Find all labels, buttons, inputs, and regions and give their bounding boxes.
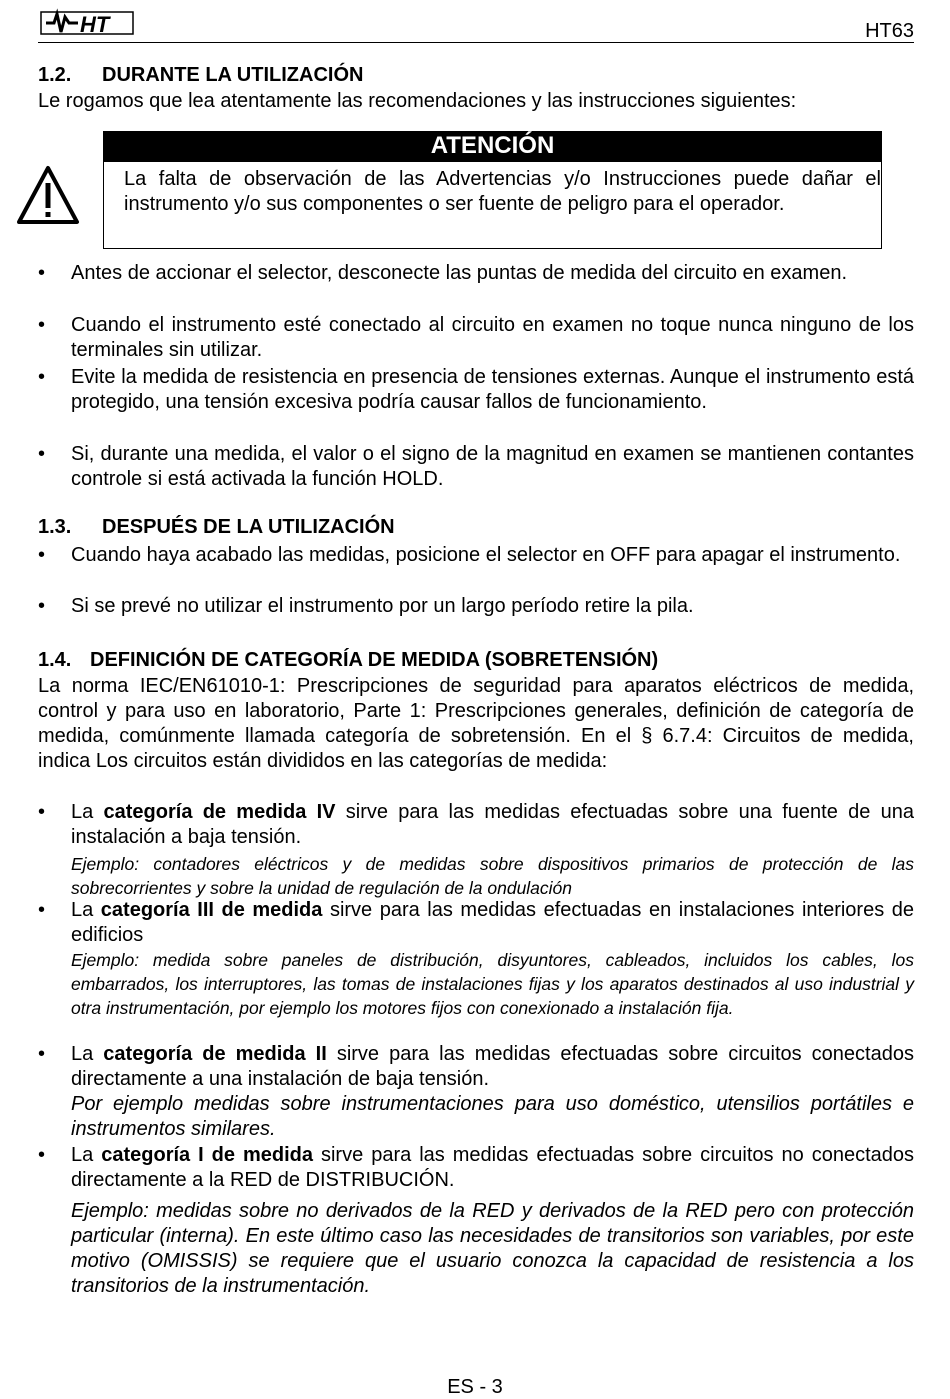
page-number: ES - 3 (447, 1376, 503, 1398)
section-intro: Le rogamos que lea atentamente las recomendaciones y las instrucciones siguientes: (38, 90, 797, 112)
warning-triangle-icon (16, 165, 80, 225)
category-item: • La categoría de medida IV sirve para las medidas efectuadas sobre una fuente de una instalación a baja tensión. Ejemplo: contadores eléctricos y de medidas sobre dispositivos primarios de protección de las sobrecorrientes y sobre la unidad de regulación de la ondulación (38, 801, 914, 898)
category-item: • La categoría I de medida sirve para las medidas efectuadas sobre circuitos no conectados directamente a la RED de DISTRIBUCIÓN. Ejemplo: medidas sobre no derivados de la RED y derivados de la RED pero con protección particular (interna). En este último caso las necesidades de transitorios son variables, por este motivo (OMISSIS) se requiere que el usuario conozca la capacidad de resistencia a los transitorios de la instrumentación. (38, 1144, 915, 1297)
list-item: • Evite la medida de resistencia en presencia de tensiones externas. Aunque el instrumento está protegido, una tensión excesiva podría causar fallos de funcionamiento. (38, 366, 914, 413)
section-heading-1-3 (38, 516, 395, 539)
category-example: Ejemplo: medida sobre paneles de distribución, disyuntores, cableados, incluidos los cables, los embarrados, los interruptores, las tomas de instalaciones fijas y los aparatos destinados al uso industrial y otra instrumentación, por ejemplo los motores fijos con conexionado a instalación fija. (71, 950, 914, 1018)
section-title: DESPUÉS DE LA UTILIZACIÓN (102, 516, 395, 538)
list-item: • Si, durante una medida, el valor o el signo de la magnitud en examen se mantienen contantes controle si está activada la función HOLD. (38, 443, 914, 490)
model-name: HT63 (865, 20, 914, 42)
section-title: DEFINICIÓN DE CATEGORÍA DE MEDIDA (SOBRETENSIÓN) (90, 649, 659, 671)
list-item: • Cuando haya acabado las medidas, posicione el selector en OFF para apagar el instrumento. (38, 544, 901, 566)
category-item: • La categoría III de medida sirve para las medidas efectuadas en instalaciones interiores de edificios Ejemplo: medida sobre paneles de distribución, disyuntores, cableados, incluidos los cables, los embarrados, los interruptores, las tomas de instalaciones fijas y los aparatos destinados al uso industrial y otra instrumentación, por ejemplo los motores fijos con conexionado a instalación fija. (38, 899, 914, 1018)
section-heading-1-2 (38, 64, 363, 87)
category-example: Ejemplo: medidas sobre no derivados de la RED y derivados de la RED pero con protección particular (interna). En este último caso las necesidades de transitorios son variables, por este motivo (OMISSIS) se requiere que el usuario conozca la capacidad de resistencia a los transitorios de la instrumentación. (71, 1200, 914, 1297)
ht-logo (40, 8, 136, 36)
warning-text: La falta de observación de las Advertencias y/o Instrucciones puede dañar el instrumento y/o sus componentes o ser fuente de peligro para el operador. (103, 161, 882, 249)
section-intro: La norma IEC/EN61010-1: Prescripciones de seguridad para aparatos eléctricos de medida, control y para uso en laboratorio, Parte 1: Prescripciones generales, definición de categoría de medida, comúnmente llamada categoría de sobretensión. En el § 6.7.4: Circuitos de medida, indica Los circuitos están divididos en las categorías de medida: (38, 675, 914, 772)
logo-text: HT (80, 12, 110, 36)
section-heading-1-4 (38, 649, 658, 672)
list-item: • Antes de accionar el selector, desconecte las puntas de medida del circuito en examen. (38, 262, 848, 284)
page-header (38, 4, 914, 43)
list-item: • Cuando el instrumento esté conectado al circuito en examen no toque nunca ninguno de los terminales sin utilizar. (38, 314, 914, 361)
section-title: DURANTE LA UTILIZACIÓN (102, 64, 364, 86)
warning-title: ATENCIÓN (103, 131, 882, 161)
list-item: • Si se prevé no utilizar el instrumento por un largo período retire la pila. (38, 595, 694, 617)
section-number: 1.4. (38, 649, 72, 671)
category-example: Ejemplo: contadores eléctricos y de medidas sobre dispositivos primarios de protección de las sobrecorrientes y sobre la unidad de regulación de la ondulación (71, 854, 914, 898)
category-item: • La categoría de medida II sirve para las medidas efectuadas sobre circuitos conectados directamente a una instalación de baja tensión. Por ejemplo medidas sobre instrumentaciones para uso doméstico, utensilios portátiles e instrumentos similares. (38, 1043, 914, 1140)
section-number: 1.3. (38, 516, 72, 538)
section-number: 1.2. (38, 64, 72, 86)
category-example: Por ejemplo medidas sobre instrumentaciones para uso doméstico, utensilios portátiles e instrumentos similares. (71, 1093, 914, 1140)
